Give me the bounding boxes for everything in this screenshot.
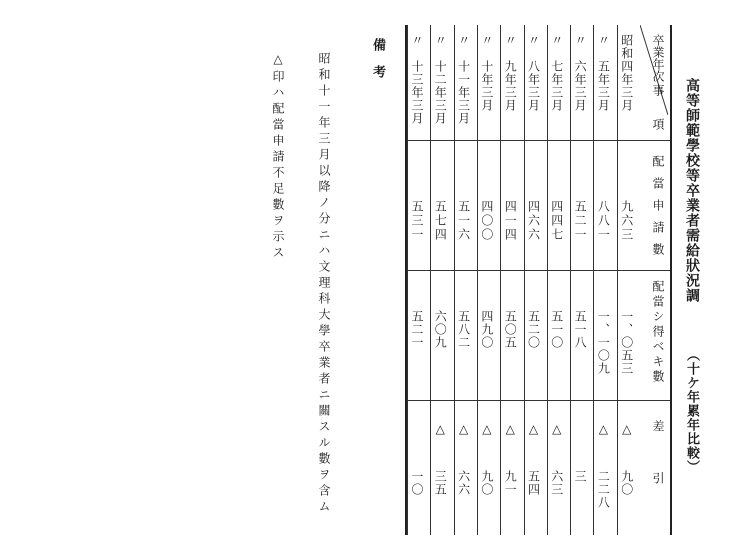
row-demand: 四六六 (526, 200, 541, 242)
row-year: 〃 十年三月 (479, 34, 494, 112)
row-demand: 八八一 (596, 200, 611, 242)
row-diff-mark: △ (549, 422, 564, 436)
row-year: 〃 十二年三月 (433, 34, 448, 125)
row-diff-mark: △ (503, 422, 518, 436)
row-diff-mark: △ (433, 422, 448, 436)
page-subtitle: （十ケ年累年比較） (684, 348, 699, 474)
column-divider (617, 25, 618, 535)
row-diff: 三五 (433, 470, 448, 496)
page-title: 高等師範學校等卒業者需給狀況調 (684, 78, 700, 303)
row-year: 〃 九年三月 (503, 34, 518, 112)
header-demand: 配當申請數 (651, 155, 665, 265)
row-diff: 三 (573, 470, 588, 483)
column-divider (430, 25, 431, 535)
row-supply: 四九〇 (479, 310, 494, 349)
row-supply: 五八二 (456, 310, 471, 349)
header-corner-mid: 事 (651, 84, 665, 96)
row-diff-mark: △ (619, 422, 634, 436)
row-year: 〃 八年三月 (526, 34, 541, 112)
divider-line (407, 400, 670, 401)
row-supply: 五〇五 (503, 310, 518, 349)
row-diff: 一〇 (410, 470, 424, 496)
row-supply: 五二〇 (526, 310, 541, 349)
row-supply: 六〇九 (433, 310, 448, 349)
column-divider (524, 25, 525, 535)
row-supply: 五二一 (410, 310, 424, 349)
row-diff: 九〇 (619, 470, 634, 496)
column-divider (454, 25, 455, 535)
row-year: 〃 十三年三月 (410, 34, 424, 125)
row-year: 〃 十一年三月 (456, 34, 471, 125)
column-divider (500, 25, 501, 535)
row-demand: 四〇〇 (479, 200, 494, 242)
column-divider (570, 25, 571, 535)
row-diff: 二二八 (596, 470, 611, 509)
row-diff: 九〇 (479, 470, 494, 496)
header-corner-top: 卒業年次 (651, 34, 665, 82)
row-demand: 四一四 (503, 200, 518, 242)
column-divider (477, 25, 478, 535)
row-diff-mark: △ (596, 422, 611, 436)
header-diff: 差引 (651, 420, 665, 524)
row-year: 〃 五年三月 (596, 34, 611, 112)
row-diff: 五四 (526, 470, 541, 496)
row-demand: 四四七 (549, 200, 564, 242)
remark-note-2: △印ハ配當申請不足數ヲ示ス (271, 52, 285, 262)
row-demand: 九六三 (619, 200, 634, 242)
row-demand: 五三一 (410, 200, 424, 242)
row-diff: 九一 (503, 470, 518, 496)
row-diff-mark: △ (479, 422, 494, 436)
header-supply: 配當シ得ベキ數 (651, 280, 665, 385)
row-demand: 五七四 (433, 200, 448, 242)
row-year: 昭和四年三月 (619, 34, 634, 112)
row-supply: 五一〇 (549, 310, 564, 349)
column-divider (547, 25, 548, 535)
column-divider (593, 25, 594, 535)
row-demand: 五一六 (456, 200, 471, 242)
column-divider (407, 25, 408, 535)
remarks-label: 備考 (370, 38, 385, 92)
remark-note-1: 昭和十一年三月以降ノ分ニハ文理科大學卒業者ニ關スル數ヲ含ム (317, 52, 331, 516)
row-diff: 六六 (456, 470, 471, 496)
row-diff-mark: △ (526, 422, 541, 436)
row-demand: 五二一 (573, 200, 588, 242)
row-supply: 一、一〇九 (596, 310, 611, 375)
divider-line (407, 270, 670, 271)
row-year: 〃 七年三月 (549, 34, 564, 112)
header-corner-bottom: 項 (651, 118, 665, 130)
row-supply: 一、〇五三 (619, 310, 634, 375)
row-year: 〃 六年三月 (573, 34, 588, 112)
divider-line (407, 140, 670, 141)
row-supply: 五一八 (573, 310, 588, 349)
row-diff-mark: △ (456, 422, 471, 436)
row-diff: 六三 (549, 470, 564, 496)
